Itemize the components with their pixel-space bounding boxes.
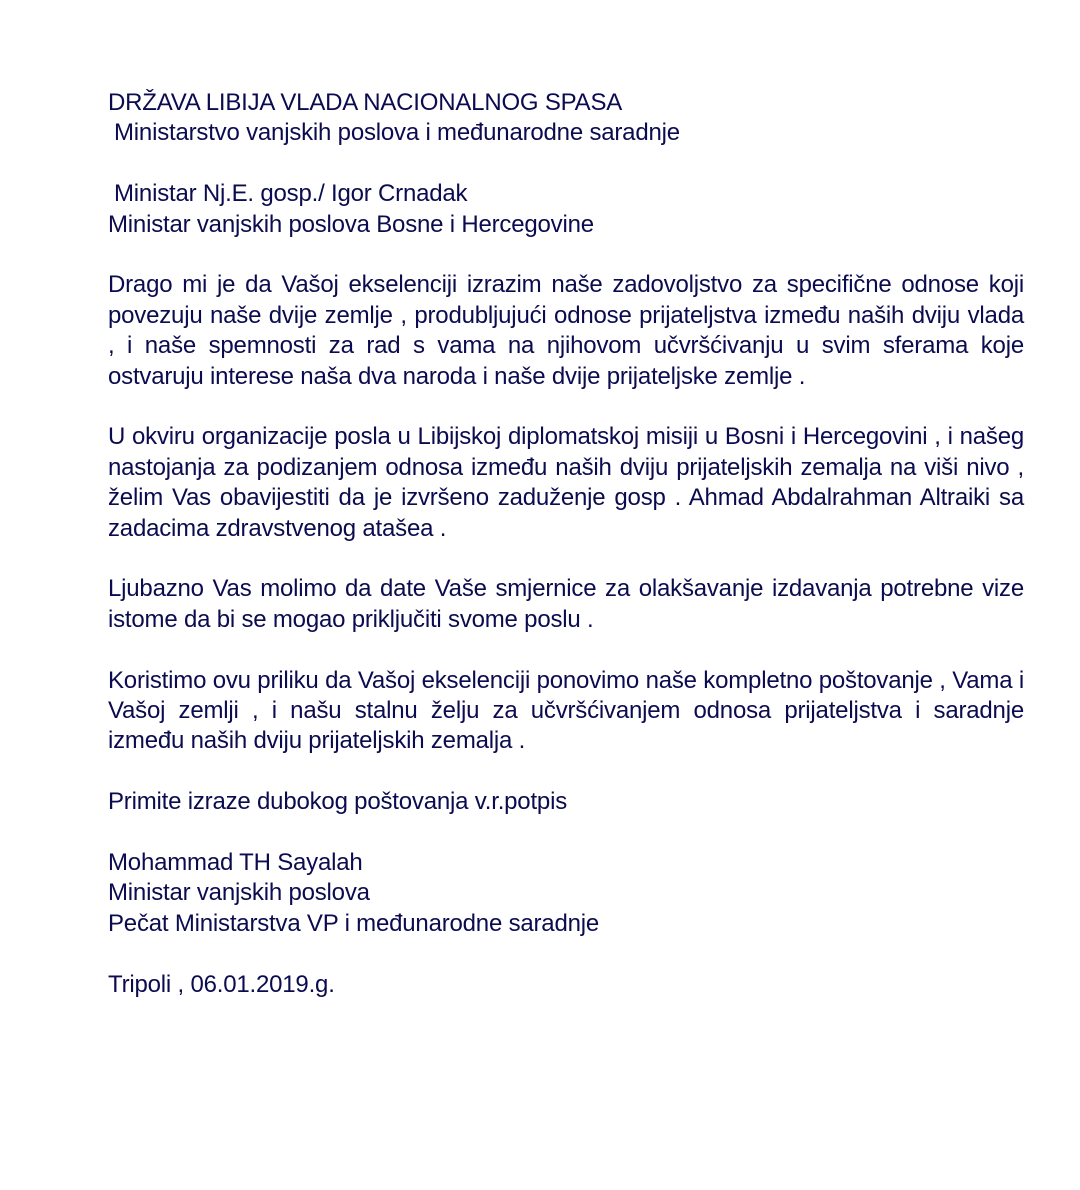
spacer: [108, 757, 1024, 787]
spacer: [108, 149, 1024, 179]
header-state-government: DRŽAVA LIBIJA VLADA NACIONALNOG SPASA: [108, 89, 623, 116]
closing-line: Primite izraze dubokog poštovanja v.r.potpis: [108, 788, 568, 816]
body-paragraph: Ljubazno Vas molimo da date Vaše smjernice za olakšavanje izdavanja potrebne vize istome da bi se mogao priključiti svome poslu .: [108, 575, 1024, 633]
spacer: [108, 818, 1024, 848]
signatory-name: Mohammad TH Sayalah: [108, 849, 363, 877]
signatory-title: Ministar vanjskih poslova: [108, 879, 370, 907]
recipient-title: Ministar vanjskih poslova Bosne i Hercegovine: [108, 210, 594, 238]
letter-page: [108, 88, 1024, 1000]
place-date: Tripoli , 06.01.2019.g.: [108, 970, 335, 998]
spacer: [108, 635, 1024, 665]
recipient-name: Ministar Nj.E. gosp./ Igor Crnadak: [114, 180, 468, 208]
spacer: [108, 544, 1024, 574]
seal-note: Pečat Ministarstva VP i međunarodne saradnje: [108, 909, 600, 937]
spacer: [108, 939, 1024, 969]
spacer: [108, 392, 1024, 422]
body-paragraph: Koristimo ovu priliku da Vašoj ekselenciji ponovimo naše kompletno poštovanje , Vama i Vašoj zemlji , i našu stalnu želju za učvršćivanjem odnosa prijateljstva i saradnje između naših dviju prijateljskih zemalja .: [108, 666, 1024, 755]
header-ministry: Ministarstvo vanjskih poslova i međunarodne saradnje: [114, 119, 680, 147]
body-paragraph: Drago mi je da Vašoj ekselenciji izrazim naše zadovoljstvo za specifične odnose koji povezuju naše dvije zemlje , produbljujući odnose prijateljstva između naših dviju vlada , i naše spemnosti za rad s vama na njihovom učvršćivanju u svim sferama koje ostvaruju interese naša dva naroda i naše dvije prijateljske zemlje .: [108, 271, 1024, 390]
spacer: [108, 240, 1024, 270]
body-paragraph: U okviru organizacije posla u Libijskoj diplomatskoj misiji u Bosni i Hercegovini , i našeg nastojanja za podizanjem odnosa između naših dviju prijateljskih zemalja na viši nivo , želim Vas obavijestiti da je izvršeno zaduženje gosp . Ahmad Abdalrahman Altraiki sa zadacima zdravstvenog atašea .: [108, 423, 1024, 542]
